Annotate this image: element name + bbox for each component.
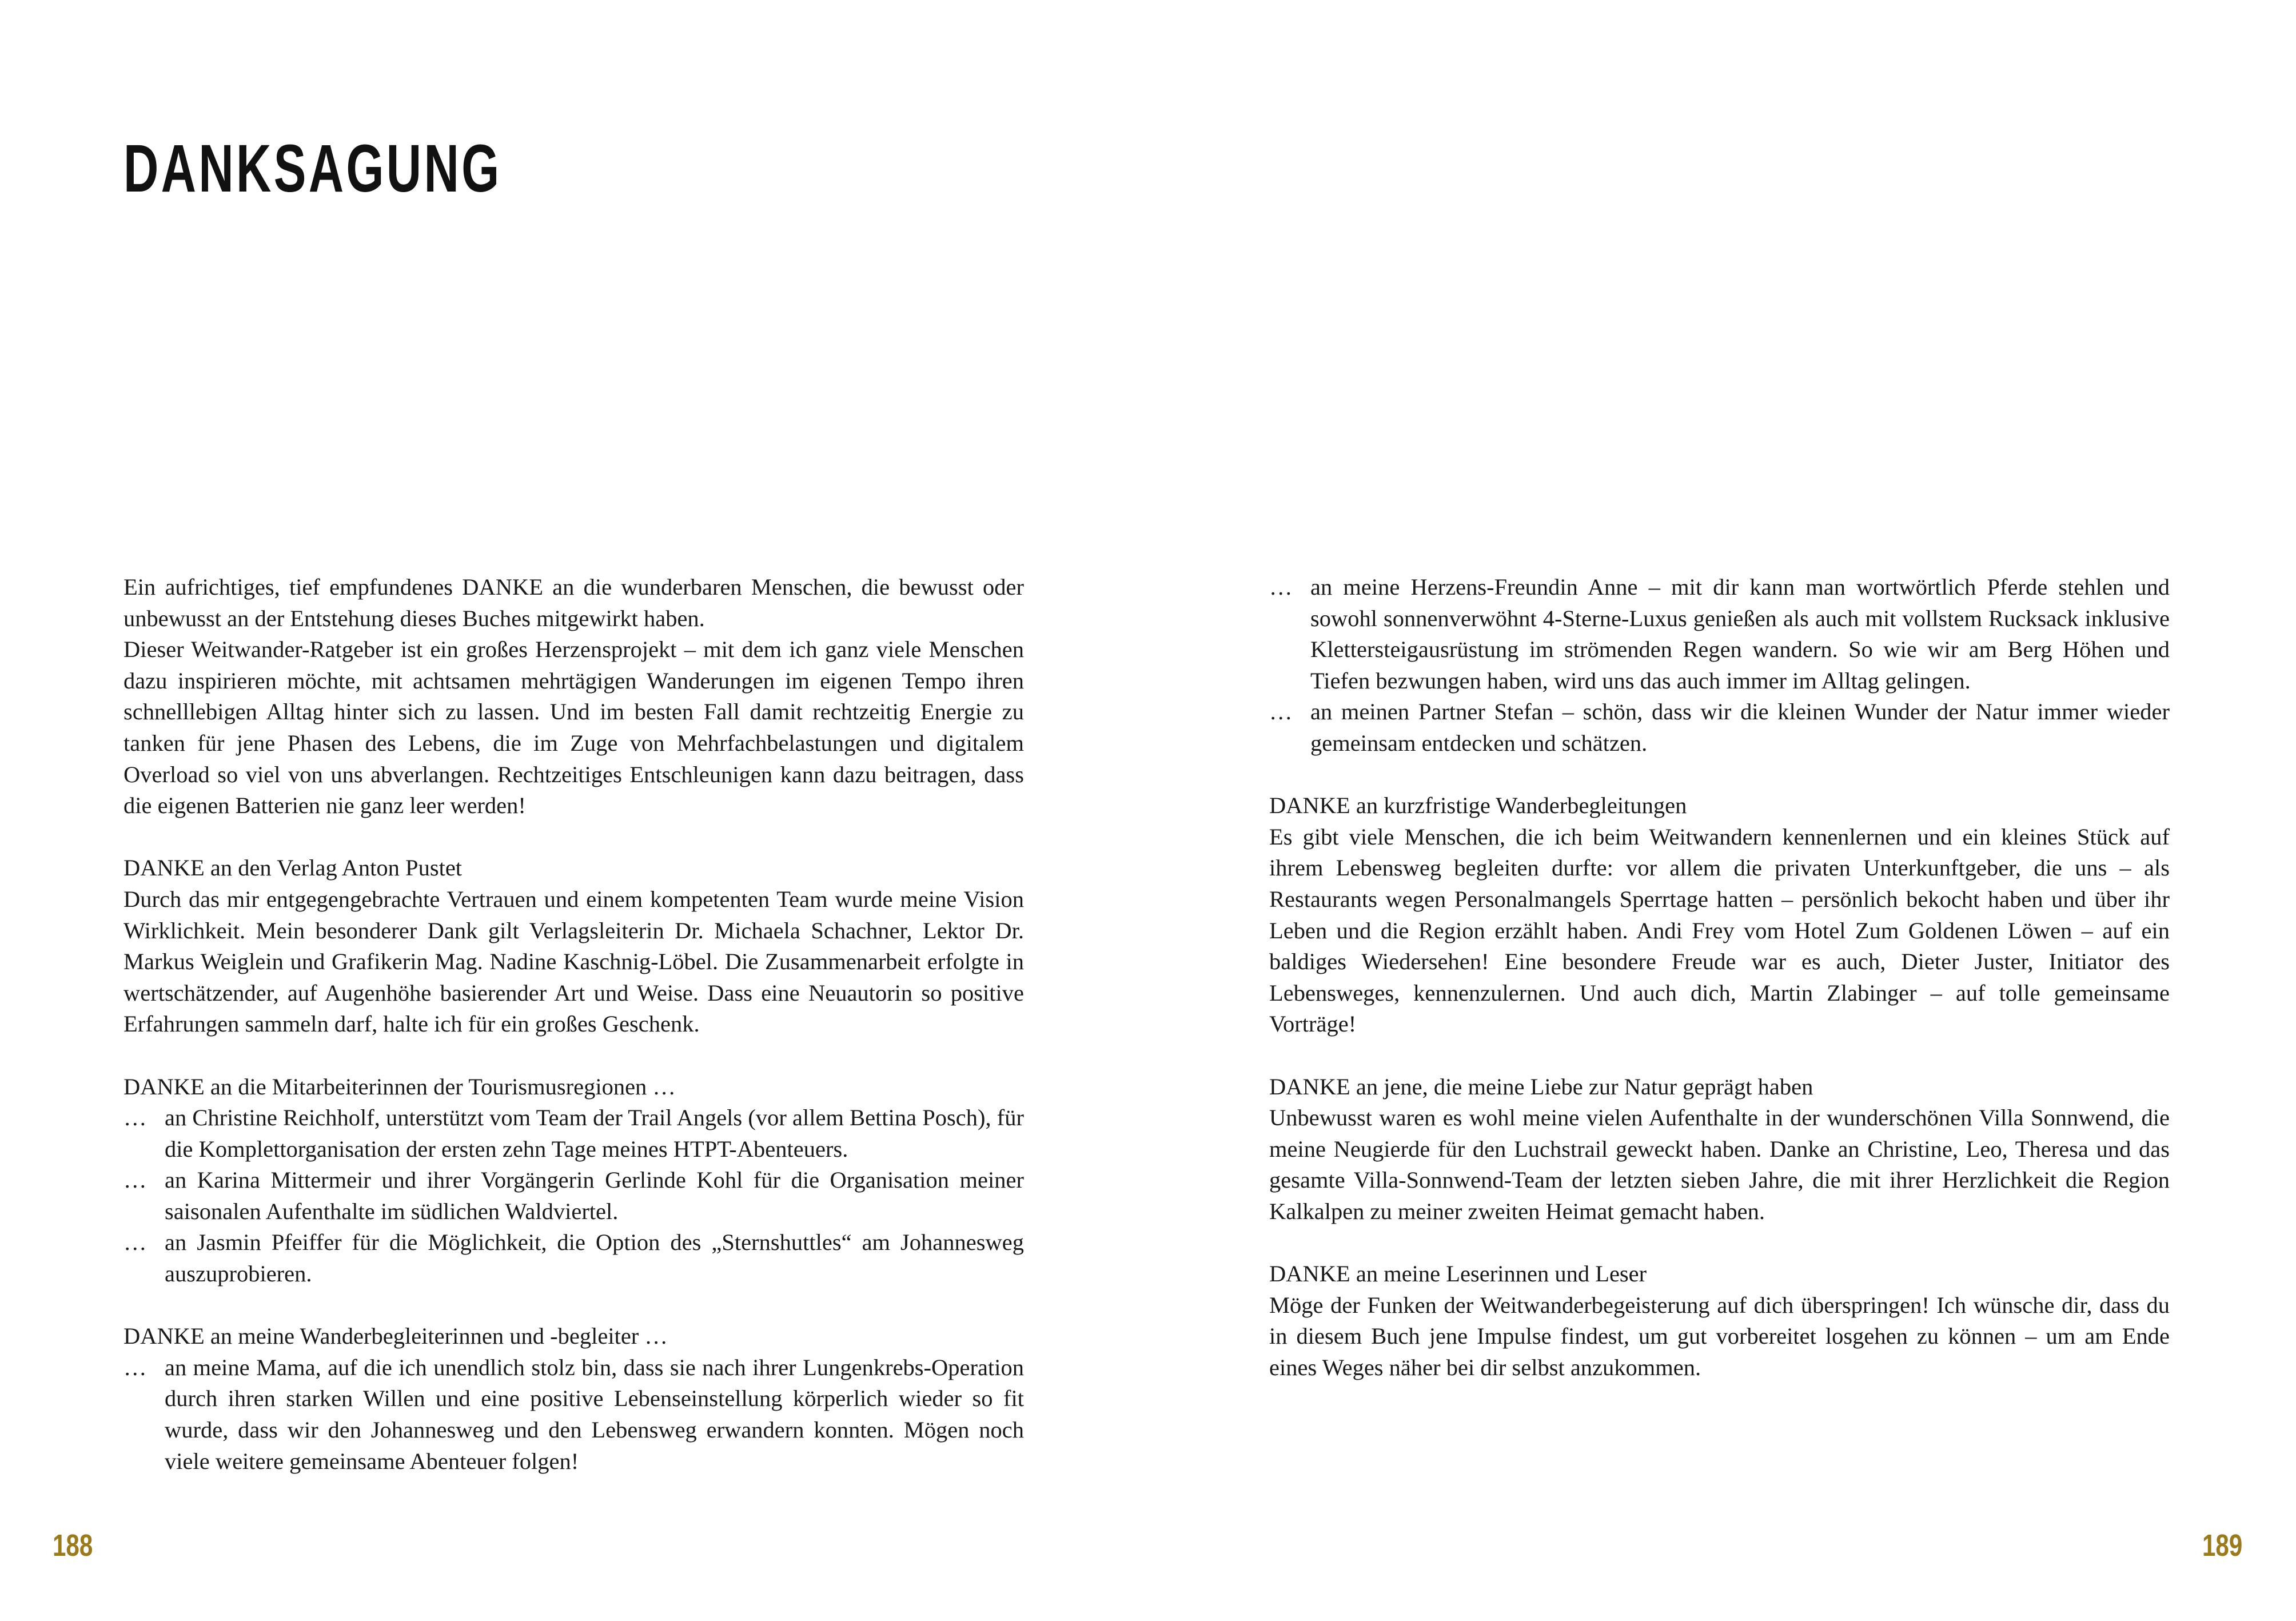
page-number-left: 188 [53, 1528, 93, 1563]
left-column [123, 572, 1024, 1477]
section-heading: DANKE an jene, die meine Liebe zur Natur geprägt haben [1269, 1073, 1813, 1100]
list-item-text: an meine Mama, auf die ich unendlich stolz bin, dass sie nach ihrer Lungenkrebs-Operation durch ihren starken Willen und eine positive Lebenseinstellung körperlich wieder so fit wurde, dass wir den Johannesweg und den Lebensweg erwandern konnten. Mögen noch viele weitere gemeinsame Abenteuer folgen! [165, 1354, 1024, 1474]
section-heading: DANKE an die Mitarbeiterinnen der Tourismusregionen … [123, 1073, 676, 1100]
section-heading: DANKE an kurzfristige Wanderbegleitungen [1269, 792, 1687, 819]
list-item-text: an Jasmin Pfeiffer für die Möglichkeit, die Option des „Sternshuttles“ am Johannesweg auszuprobieren. [165, 1229, 1024, 1287]
section-text: Unbewusst waren es wohl meine vielen Aufenthalte in der wunderschönen Villa Sonnwend, die meine Neugierde für den Luchstrail geweckt haben. Danke an Christine, Leo, Theresa und das gesamte Villa-Sonnwend-Team der letzten sieben Jahre, die mit ihrer Herzlichkeit die Region Kalkalpen zu meiner zweiten Heimat gemacht haben. [1269, 1105, 2170, 1224]
right-column [1269, 572, 2170, 1383]
section-text: Möge der Funken der Weitwanderbegeisterung auf dich überspringen! Ich wünsche dir, dass du in diesem Buch jene Impulse findest, um gut vorbereitet losgehen zu können – um am Ende eines Weges näher bei dir selbst anzukommen. [1269, 1292, 2170, 1380]
list-item-text: an meine Herzens-Freundin Anne – mit dir kann man wortwörtlich Pferde stehlen und sowohl sonnenverwöhnt 4-Sterne-Luxus genießen als auch mit vollstem Rucksack inklusive Klettersteigausrüstung im strömenden Regen wandern. So wie wir am Berg Höhen und Tiefen bezwungen haben, wird uns das auch immer im Alltag gelingen. [1310, 574, 2170, 694]
list-item-text: an Karina Mittermeir und ihrer Vorgängerin Gerlinde Kohl für die Organisation meiner saisonalen Aufenthalte im südlichen Waldviertel. [165, 1167, 1024, 1224]
intro-paragraph: Ein aufrichtiges, tief empfundenes DANKE an die wunderbaren Menschen, die bewusst oder unbewusst an der Entstehung dieses Buches mitgewirkt haben. [123, 574, 1024, 631]
ellipsis-marker: … [1269, 699, 1293, 725]
list-item [123, 1165, 1024, 1227]
list-item-text: an Christine Reichholf, unterstützt vom Team der Trail Angels (vor allem Bettina Posch), für die Komplettorganisation der ersten zehn Tage meines HTPT-Abenteuers. [165, 1105, 1024, 1162]
ellipsis-marker: … [123, 1229, 147, 1256]
list-item [123, 1352, 1024, 1477]
page-number-right: 189 [2202, 1528, 2243, 1563]
ellipsis-marker: … [123, 1167, 147, 1193]
section-heading: DANKE an meine Wanderbegleiterinnen und -begleiter … [123, 1323, 668, 1349]
intro-paragraph-2: Dieser Weitwander-Ratgeber ist ein großes Herzensprojekt – mit dem ich ganz viele Menschen dazu inspirieren möchte, mit achtsamen mehrtägigen Wanderungen im eigenen Tempo ihren schnelllebigen Alltag hinter sich zu lassen. Und im besten Fall damit rechtzeitig Energie zu tanken für jene Phasen des Lebens, die im Zuge von Mehrfachbelastungen und digitalem Overload so viel von uns abverlangen. Rechtzeitiges Entschleunigen kann dazu beitragen, dass die eigenen Batterien nie ganz leer werden! [123, 636, 1024, 819]
ellipsis-marker: … [123, 1105, 147, 1131]
list-item [1269, 696, 2170, 759]
ellipsis-marker: … [1269, 574, 1293, 600]
list-item [123, 1102, 1024, 1165]
list-item [123, 1227, 1024, 1289]
section-text: Durch das mir entgegengebrachte Vertrauen und einem kompetenten Team wurde meine Vision Wirklichkeit. Mein besonderer Dank gilt Verlagsleiterin Dr. Michaela Schachner, Lektor Dr. Markus Weiglein und Grafikerin Mag. Nadine Kaschnig-Löbel. Die Zusammenarbeit erfolgte in wertschätzender, auf Augenhöhe basierender Art und Weise. Dass eine Neuautorin so positive Erfahrungen sammeln darf, halte ich für ein großes Geschenk. [123, 886, 1024, 1037]
page-title: DANKSAGUNG [123, 131, 502, 206]
list-item [1269, 572, 2170, 696]
section-heading: DANKE an den Verlag Anton Pustet [123, 855, 463, 881]
section-heading: DANKE an meine Leserinnen und Leser [1269, 1261, 1647, 1287]
list-item-text: an meinen Partner Stefan – schön, dass wir die kleinen Wunder der Natur immer wieder gemeinsam entdecken und schätzen. [1310, 699, 2170, 756]
section-text: Es gibt viele Menschen, die ich beim Weitwandern kennenlernen und ein kleines Stück auf ihrem Lebensweg begleiten durfte: vor allem die privaten Unterkunftgeber, die uns – als Restaurants wegen Personalmangels Sperrtage hatten – persönlich bekocht haben und über ihr Leben und die Region erzählt haben. Andi Frey vom Hotel Zum Goldenen Löwen – auf ein baldiges Wiedersehen! Eine besondere Freude war es auch, Dieter Juster, Initiator des Lebensweges, kennenzulernen. Und auch dich, Martin Zlabinger – auf tolle gemeinsame Vorträge! [1269, 823, 2170, 1037]
ellipsis-marker: … [123, 1354, 147, 1380]
